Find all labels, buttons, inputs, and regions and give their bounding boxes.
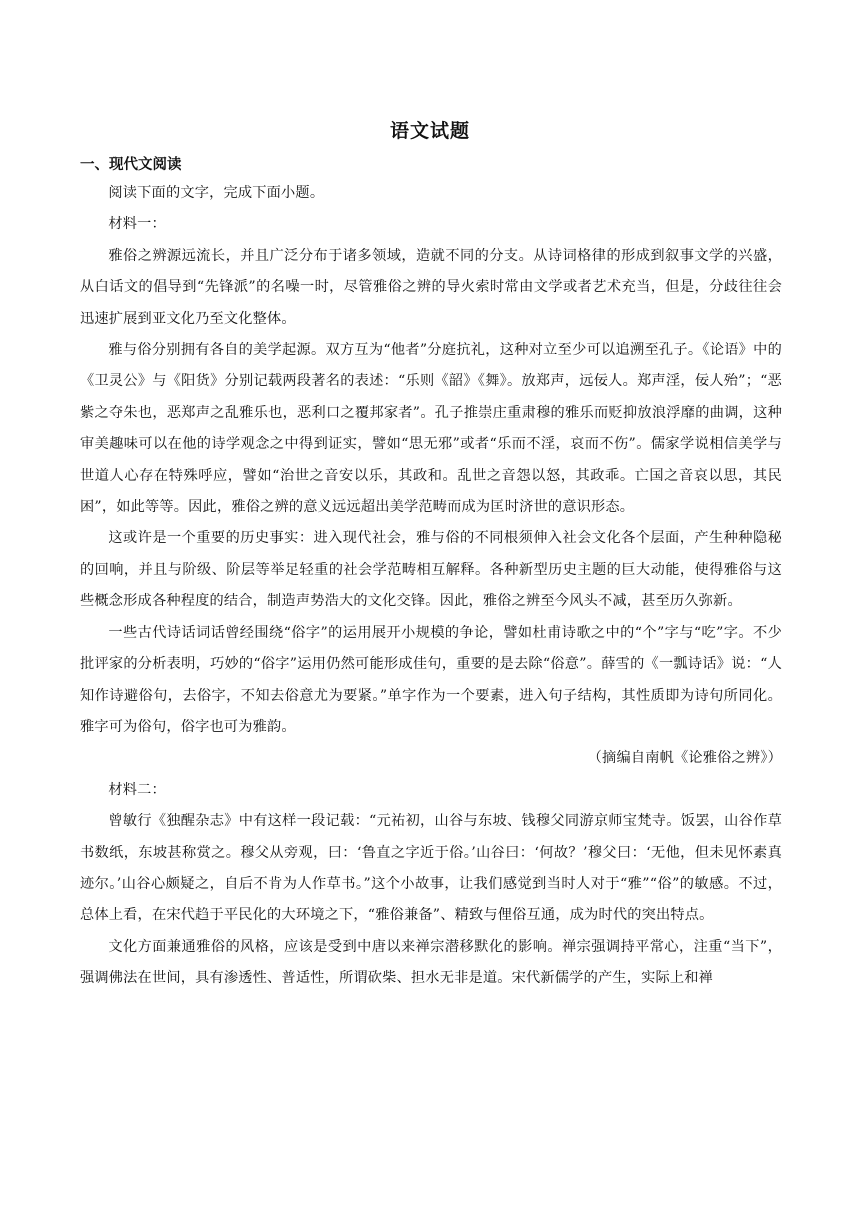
body-paragraph: 雅与俗分别拥有各自的美学起源。双方互为“他者”分庭抗礼，这种对立至少可以追溯至孔子。《论语》中的《卫灵公》与《阳货》分别记载两段著名的表述：“乐则《韶》《舞》。放郑声，远佞人。郑声淫，佞人殆”；“恶紫之夺朱也，恶郑声之乱雅乐也，恶利口之覆邦家者”。孔子推崇庄重肃穆的雅乐而贬抑放浪浮靡的曲调，这种审美趣味可以在他的诗学观念之中得到证实，譬如“思无邪”或者“乐而不淫，哀而不伤”。儒家学说相信美学与世道人心存在特殊呼应，譬如“治世之音安以乐，其政和。乱世之音怨以怒，其政乖。亡国之音哀以思，其民困”，如此等等。因此，雅俗之辨的意义远远超出美学范畴而成为匡时济世的意识形态。	[80, 342, 783, 516]
body-paragraph: 雅俗之辨源远流长，并且广泛分布于诸多领域，造就不同的分支。从诗词格律的形成到叙事文学的兴盛，从白话文的倡导到“先锋派”的名噪一时，尽管雅俗之辨的导火索时常由文学或者艺术充当，但是，分歧往往会迅速扩展到亚文化乃至文化整体。	[80, 247, 782, 327]
body-paragraph: 文化方面兼通雅俗的风格，应该是受到中唐以来禅宗潜移默化的影响。禅宗强调持平常心，注重“当下”，强调佛法在世间，具有渗透性、普适性，所谓砍柴、担水无非是道。宋代新儒学的产生，实际上和禅	[80, 938, 782, 987]
body-paragraph: 一些古代诗话词话曾经围绕“俗字”的运用展开小规模的争论，譬如杜甫诗歌之中的“个”字与“吃”字。不少批评家的分析表明，巧妙的“俗字”运用仍然可能形成佳句，重要的是去除“俗意”。薛雪的《一瓢诗话》说：“人知作诗避俗句，去俗字，不知去俗意尤为要紧。”单字作为一个要素，进入句子结构，其性质即为诗句所同化。雅字可为俗句，俗字也可为雅韵。	[80, 624, 782, 735]
body-paragraph: 这或许是一个重要的历史事实：进入现代社会，雅与俗的不同根须伸入社会文化各个层面，产生种种隐秘的回响，并且与阶级、阶层等举足轻重的社会学范畴相互解释。各种新型历史主题的巨大动能，使得雅俗与这些概念形成各种程度的结合，制造声势浩大的文化交锋。因此，雅俗之辨至今风头不减，甚至历久弥新。	[80, 530, 782, 610]
material-one-label: 材料一：	[108, 216, 166, 233]
material-two-label: 材料二：	[108, 781, 166, 798]
section-heading: 一、现代文阅读	[80, 157, 182, 173]
source-citation: （摘编自南帆《论雅俗之辨》）	[587, 750, 782, 767]
document-title: 语文试题	[389, 120, 470, 142]
document-body	[80, 178, 782, 995]
instruction-paragraph: 阅读下面的文字，完成下面小题。	[108, 185, 325, 201]
body-paragraph: 曾敏行《独醒杂志》中有这样一段记载：“元祐初，山谷与东坡、钱穆父同游京师宝梵寺。饭罢，山谷作草书数纸，东坡甚称赏之。穆父从旁观，曰：‘鲁直之字近于俗。’山谷曰：‘何故？’穆父曰：‘无他，但未见怀素真迹尔。’山谷心颇疑之，自后不肯为人作草书。”这个小故事，让我们感觉到当时人对于“雅”“俗”的敏感。不过，总体上看，在宋代趋于平民化的大环境之下，“雅俗兼备”、精致与俚俗互通，成为时代的突出特点。	[80, 813, 782, 924]
